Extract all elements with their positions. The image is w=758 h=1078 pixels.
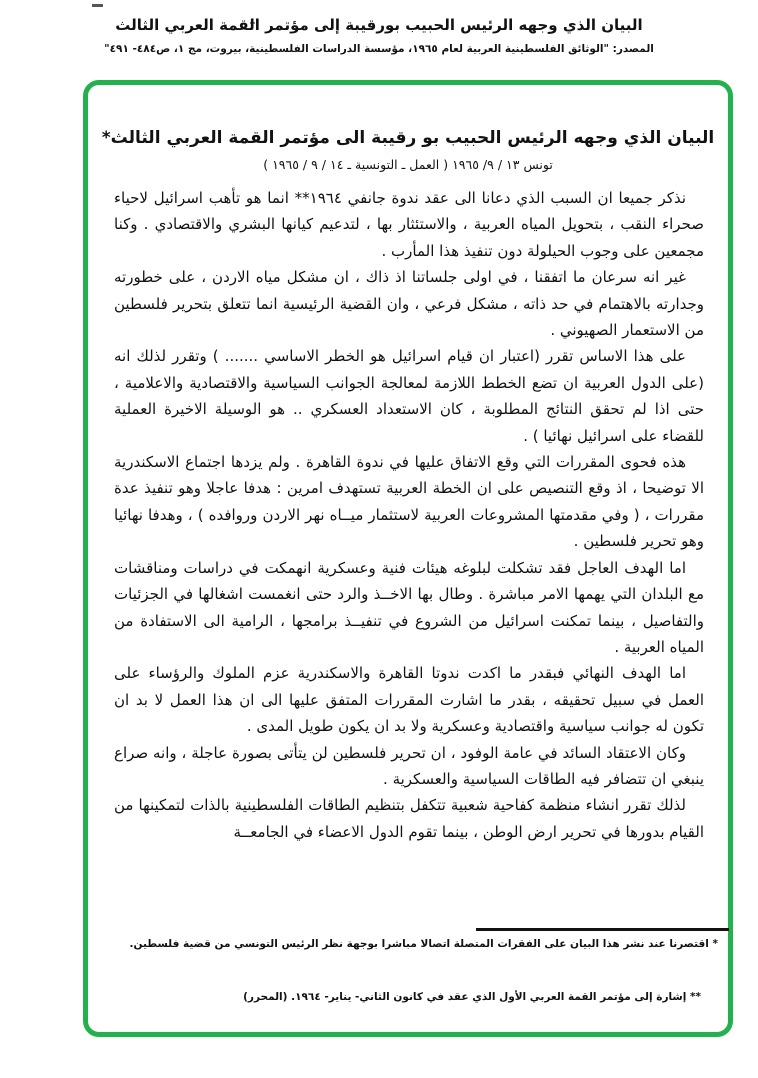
- paragraph-5: اما الهدف العاجل فقد تشكلت لبلوغه هيئات فنية وعسكرية انهمكت في دراسات ومناقشات مع البلدان التي يهمها الامر مباشرة . وطال بها الاخــذ والرد حتى انغمست اشغالها في الجزئيات والتفاصيل ، بينما تمكنت اسرائيل من الشروع في تنفيــذ برامجها ، الرامية الى الاستفادة من المياه العربية .: [114, 558, 704, 656]
- footnote-1: * اقتصرنا عند نشر هذا البيان على الفقرات المتصلة اتصالا مباشرا بوجهة نظر الرئيس التونسي من قضية فلسطين.: [129, 938, 718, 950]
- page-title: البيان الذي وجهه الرئيس الحبيب بورقيبة إلى مؤتمر القمة العربي الثالث: [115, 16, 643, 34]
- footnote-2: ** إشارة إلى مؤتمر القمة العربي الأول الذي عقد في كانون الثاني- يناير- ١٩٦٤. (المحرر): [243, 991, 701, 1003]
- paragraph-3: على هذا الاساس تقرر (اعتبار ان قيام اسرائيل هو الخطر الاساسي ....... ) وتقرر لذلك انه (على الدول العربية ان تضع الخطط اللازمة لمعالجة الجوانب السياسية والاقتصادية والاعلامية ، حتى اذا لم تحقق النتائج المطلوبة ، كان الاستعداد العسكري .. هو الوسيلة الاخيرة العملية للقضاء على اسرائيل نهائيا ) .: [114, 347, 704, 445]
- document-body: [114, 185, 704, 845]
- page-header: [0, 15, 758, 55]
- paragraph-6: اما الهدف النهائي فبقدر ما اكدت ندوتا القاهرة والاسكندرية عزم الملوك والرؤساء على العمل في سبيل تحقيقه ، بقدر ما اشارت المقررات المتفق عليها الى ان هذا العمل لا بد ان تكون له جوانب سياسية واقتصادية وعسكرية ولا بد ان يكون طويل المدى .: [114, 664, 704, 736]
- paragraph-7: وكان الاعتقاد السائد في عامة الوفود ، ان تحرير فلسطين لن يتأتى بصورة عاجلة ، وانه صراع ينبغي ان تتضافر فيه الطاقات السياسية والعسكرية .: [114, 743, 704, 788]
- document-title: البيان الذي وجهه الرئيس الحبيب بو رقيبة الى مؤتمر القمة العربي الثالث*: [101, 128, 715, 148]
- source-citation: المصدر: "الوثائق الفلسطينية العربية لعام ١٩٦٥، مؤسسة الدراسات الفلسطينية، بيروت، مج ١، ص٤٨٤- ٤٩١": [104, 43, 654, 55]
- paragraph-8: لذلك تقرر انشاء منظمة كفاحية شعبية تتكفل بتنظيم الطاقات الفلسطينية بالذات لتمكينها من القيام بدورها في تحرير ارض الوطن ، بينما تقوم الدول الاعضاء في الجامعــة: [114, 796, 704, 841]
- green-frame: [83, 80, 733, 1037]
- scan-artifact: [92, 4, 103, 7]
- paragraph-4: هذه فحوى المقررات التي وقع الاتفاق عليها في ندوة القاهرة . ولم يزدها اجتماع الاسكندرية الا توضيحا ، اذ وقع التنصيص على ان الخطة العربية تستهدف امرين : هدفا عاجلا وهو تنفيذ عدة مقررات ، ( وفي مقدمتها المشروعات العربية لاستثمار ميــاه نهر الاردن وروافده ) ، وهدفا نهائيا وهو تحرير فلسطين .: [114, 453, 704, 551]
- paragraph-2: غير انه سرعان ما اتفقنا ، في اولى جلساتنا اذ ذاك ، ان مشكل مياه الاردن ، على خطورته وجدارته بالاهتمام في حد ذاته ، مشكل فرعي ، وان القضية الرئيسية انما تتعلق بتحرير فلسطين من الاستعمار الصهيوني .: [114, 268, 704, 340]
- paragraph-1: نذكر جميعا ان السبب الذي دعانا الى عقد ندوة جانفي ١٩٦٤** انما هو تأهب اسرائيل لاحياء صحراء النقب ، بتحويل المياه العربية ، والاستئثار بها ، لتدعيم كيانها البشري والاقتصادي . وكنا مجمعين على وجوب الحيلولة دون تنفيذ هذا المأرب .: [114, 189, 704, 260]
- footnote-separator: [476, 928, 729, 931]
- document-dateline: تونس ١٣ / ٩/ ١٩٦٥ ( العمل ـ التونسية ـ ١٤ / ٩ / ١٩٦٥ ): [263, 157, 553, 172]
